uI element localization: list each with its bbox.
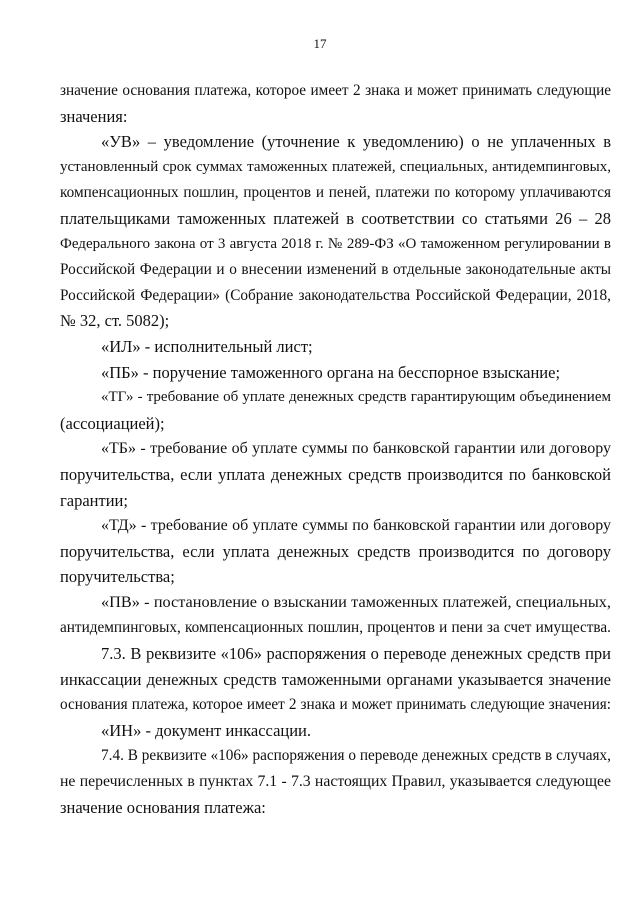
text-line: «ПБ» - поручение таможенного органа на бесспорное взыскание; xyxy=(101,362,561,382)
text-line: Российской Федерации» (Собрание законодательства Российской Федерации, 2018, xyxy=(60,286,611,304)
text-line: 7.3. В реквизите «106» распоряжения о переводе денежных средств при xyxy=(101,644,611,664)
text-line: установленный срок суммах таможенных платежей, специальных, антидемпинговых, xyxy=(60,158,611,175)
text-line: инкассации денежных средств таможенными органами указывается значение xyxy=(60,669,611,689)
text-line: антидемпинговых, компенсационных пошлин, процентов и пени за счет имущества. xyxy=(60,619,611,637)
text-line: «ТБ» - требование об уплате суммы по банковской гарантии или договору xyxy=(101,440,611,458)
text-line: значения: xyxy=(60,106,128,126)
text-line: компенсационных пошлин, процентов и пеней, платежи по которому уплачиваются xyxy=(60,184,611,202)
text-line: поручительства, если уплата денежных средств производится по банковской xyxy=(60,464,611,484)
page-number: 17 xyxy=(313,36,327,51)
text-line: «ТД» - требование об уплате суммы по банковской гарантии или договору xyxy=(101,517,611,535)
document-body xyxy=(60,78,611,820)
text-line: 7.4. В реквизите «106» распоряжения о переводе денежных средств в случаях, xyxy=(101,747,611,765)
text-line: «УВ» – уведомление (уточнение к уведомлению) о не уплаченных в xyxy=(101,132,611,152)
text-line: значение основания платежа, которое имеет 2 знака и может принимать следующие xyxy=(60,82,611,99)
text-line: «ПВ» - постановление о взыскании таможенных платежей, специальных, xyxy=(101,592,611,611)
text-line: Российской Федерации и о внесении изменений в отдельные законодательные акты xyxy=(60,261,611,279)
text-line: гарантии; xyxy=(60,490,128,510)
text-line: (ассоциацией); xyxy=(60,413,165,433)
text-line: плательщиками таможенных платежей в соответствии со статьями 26 – 28 xyxy=(60,208,611,228)
text-line: № 32, ст. 5082); xyxy=(60,311,170,331)
text-line: поручительства, если уплата денежных средств производится по договору xyxy=(60,541,611,561)
text-line: «ИН» - документ инкассации. xyxy=(101,720,312,740)
text-line: Федерального закона от 3 августа 2018 г. № 289-ФЗ «О таможенном регулировании в xyxy=(60,235,611,252)
text-line: «ИЛ» - исполнительный лист; xyxy=(101,336,313,356)
text-line: значение основания платежа: xyxy=(60,797,266,817)
text-line: поручительства; xyxy=(60,567,175,587)
text-line: «ТГ» - требование об уплате денежных средств гарантирующим объединением xyxy=(101,389,611,406)
text-line: не перечисленных в пунктах 7.1 - 7.3 настоящих Правил, указывается следующее xyxy=(60,773,611,791)
text-line: основания платежа, которое имеет 2 знака и может принимать следующие значения: xyxy=(60,696,611,714)
